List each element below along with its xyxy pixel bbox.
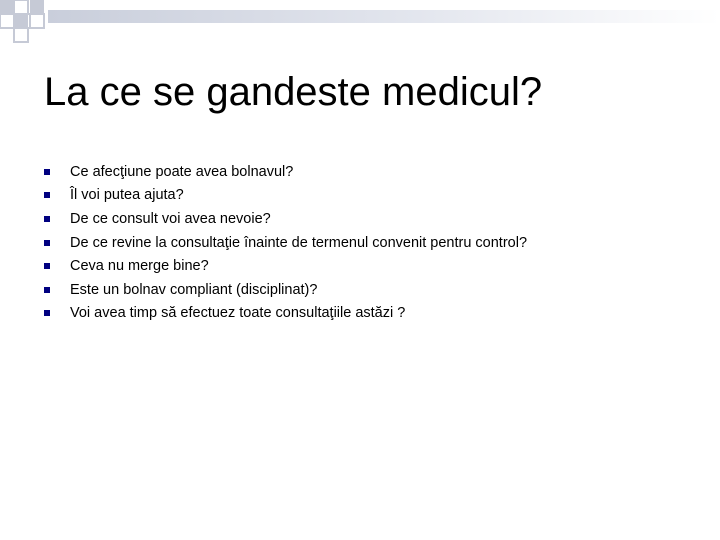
bullet-item — [44, 231, 527, 255]
square-bullet-icon — [44, 287, 50, 293]
bullet-text: Ceva nu merge bine? — [70, 258, 209, 275]
bullet-item — [44, 254, 527, 278]
bullet-item — [44, 207, 527, 231]
square-bullet-icon — [44, 310, 50, 316]
deco-square-7 — [14, 28, 28, 42]
bullet-text: Este un bolnav compliant (disciplinat)? — [70, 281, 318, 298]
deco-square-1 — [0, 0, 14, 14]
deco-square-4 — [0, 14, 14, 28]
deco-square-6 — [30, 14, 44, 28]
deco-square-5 — [14, 14, 28, 28]
slide-title: La ce se gandeste medicul? — [44, 70, 543, 114]
bullet-text: Îl voi putea ajuta? — [70, 187, 184, 204]
bullet-text: Ce afecţiune poate avea bolnavul? — [70, 163, 294, 180]
bullet-item — [44, 302, 527, 326]
deco-square-3 — [30, 0, 44, 14]
square-bullet-icon — [44, 192, 50, 198]
square-bullet-icon — [44, 263, 50, 269]
bullet-list — [44, 160, 527, 325]
deco-square-2 — [14, 0, 28, 14]
square-bullet-icon — [44, 216, 50, 222]
bullet-text: De ce revine la consultaţie înainte de termenul convenit pentru control? — [70, 234, 528, 251]
bullet-item — [44, 278, 527, 302]
square-bullet-icon — [44, 240, 50, 246]
bullet-text: Voi avea timp să efectuez toate consultaţiile astăzi ? — [70, 305, 406, 322]
header-gradient-strip — [48, 10, 720, 23]
bullet-item — [44, 184, 527, 208]
bullet-item — [44, 160, 527, 184]
header-decoration-bar — [0, 0, 720, 46]
bullet-text: De ce consult voi avea nevoie? — [70, 210, 271, 227]
square-bullet-icon — [44, 169, 50, 175]
